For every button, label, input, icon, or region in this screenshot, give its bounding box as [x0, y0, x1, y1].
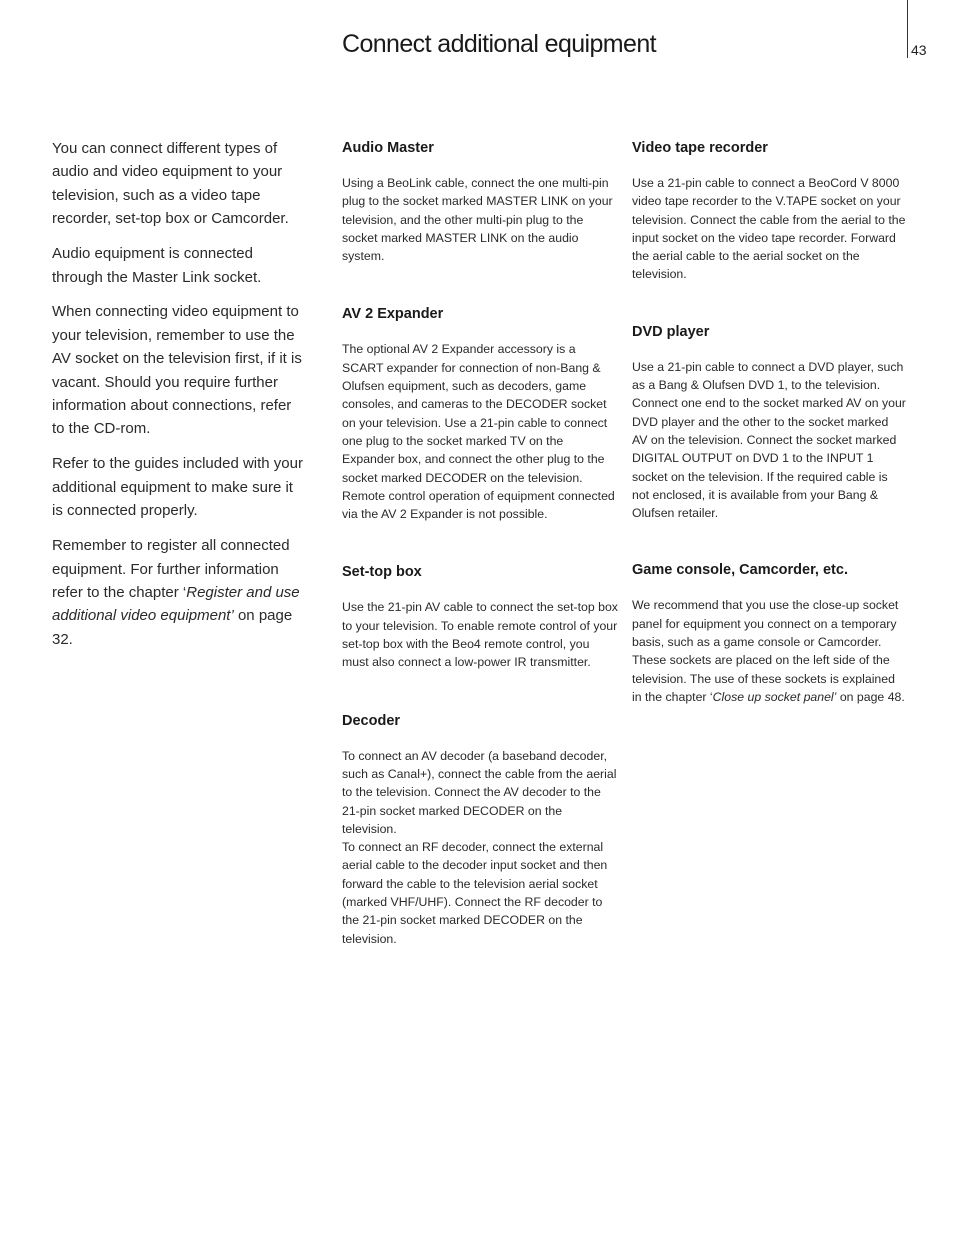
right-column: [632, 137, 906, 706]
intro-text: on page 32.: [52, 607, 293, 648]
chapter-reference: Register and use additional video equipment’: [52, 583, 300, 625]
section-body: Use a 21-pin cable to connect a BeoCord V 8000 video tape recorder to the V.TAPE socket on your television. Connect the cable from the aerial to the input socket on the video tape recorder. Forward the aerial cable to the aerial socket on the television.: [632, 176, 906, 282]
section-video-tape-recorder: [632, 137, 906, 284]
page-title: Connect additional equipment: [342, 30, 656, 58]
chapter-reference: Close up socket panel’: [712, 689, 837, 704]
section-body: To connect an AV decoder (a baseband decoder, such as Canal+), connect the cable from the aerial to the television. Connect the AV decoder to the 21-pin socket marked DECODER on the television.: [342, 748, 617, 836]
intro-paragraph: [52, 534, 304, 651]
section-text: on page 48.: [836, 689, 905, 704]
intro-paragraph: You can connect different types of audio and video equipment to your television, such as a video tape recorder, set-top box or Camcorder.: [52, 140, 289, 228]
intro-paragraph: Refer to the guides included with your additional equipment to make sure it is connected properly.: [52, 455, 303, 520]
section-av2-expander: [342, 303, 618, 523]
section-heading: Audio Master: [342, 140, 434, 156]
section-heading: Set-top box: [342, 564, 422, 581]
section-heading: DVD player: [632, 323, 710, 340]
section-audio-master: [342, 137, 618, 265]
section-game-console: [632, 559, 906, 706]
header-divider: [907, 0, 908, 58]
section-heading: AV 2 Expander: [342, 306, 444, 323]
intro-paragraph: Audio equipment is connected through the Master Link socket.: [52, 245, 262, 286]
section-dvd-player: [632, 321, 906, 523]
middle-column: [342, 137, 618, 948]
section-text: We recommend that you use the close-up socket panel for equipment you connect on a temporary basis, such as a game console or Camcorder. These sockets are placed on the left side of the television. The use of these sockets is explained in the chapter ‘: [632, 598, 899, 704]
section-body: Use the 21-pin AV cable to connect the set-top box to your television. To enable remote control of your set-top box with the Beo4 remote control, you must also connect a low-power IR transmitter.: [342, 600, 618, 670]
section-heading: Game console, Camcorder, etc.: [632, 562, 848, 579]
intro-paragraph: When connecting video equipment to your television, remember to use the AV socket on the television first, if it is vacant. Should you require further information about connections, refer to the CD-rom.: [52, 303, 302, 438]
section-set-top-box: [342, 561, 618, 671]
section-body: Use a 21-pin cable to connect a DVD player, such as a Bang & Olufsen DVD 1, to the television. Connect one end to the socket marked AV on your DVD player and the other to the socket marked AV on the television. Connect the socket marked DIGITAL OUTPUT on DVD 1 to the INPUT 1 socket on the television. If the required cable is not enclosed, it is available from your Bang & Olufsen retailer.: [632, 359, 906, 521]
section-body: [632, 596, 906, 706]
section-heading: Video tape recorder: [632, 140, 768, 156]
intro-column: [52, 137, 304, 663]
section-heading: Decoder: [342, 712, 401, 729]
section-body: To connect an RF decoder, connect the external aerial cable to the decoder input socket and then forward the cable to the television aerial socket (marked VHF/UHF). Connect the RF decoder to the 21-pin socket marked DECODER on the television.: [342, 840, 608, 946]
section-body: The optional AV 2 Expander accessory is a SCART expander for connection of non-Bang & Olufsen equipment, such as decoders, game consoles, and cameras to the DECODER socket on your television. Use a 21-pin cable to connect one plug to the socket marked TV on the Expander box, and connect the other plug to the socket marked DECODER on the television. Remote control operation of equipment connected via the AV 2 Expander is not possible.: [342, 342, 615, 522]
intro-text: Remember to register all connected equipment. For further information refer to the chapter ‘: [52, 537, 290, 601]
section-body: Using a BeoLink cable, connect the one multi-pin plug to the socket marked MASTER LINK on your television, and the other multi-pin plug to the socket marked MASTER LINK on the audio system.: [342, 176, 613, 264]
section-decoder: [342, 710, 618, 948]
page-number: 43: [911, 42, 927, 58]
